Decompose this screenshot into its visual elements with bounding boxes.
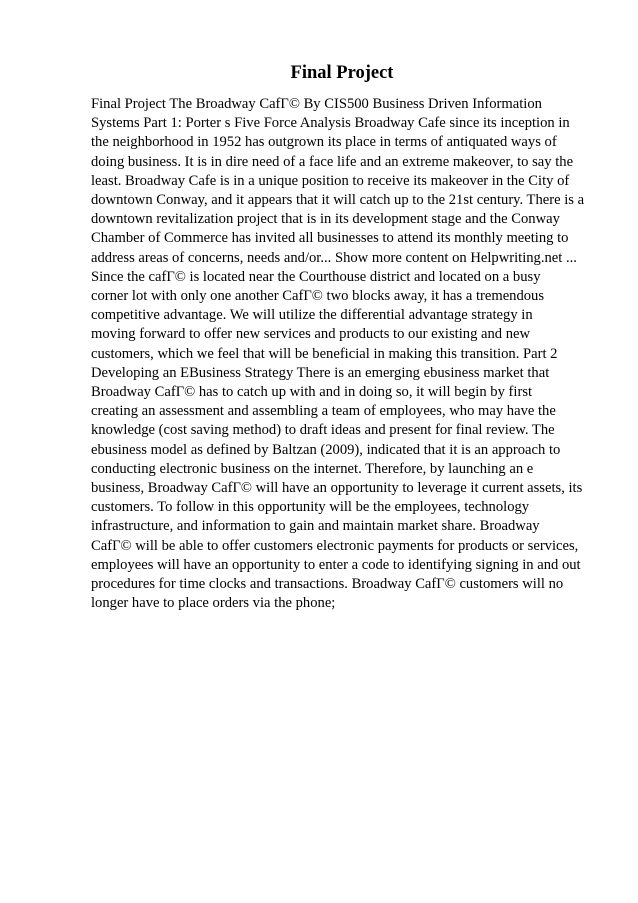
body-line: Systems Part 1: Porter s Five Force Analysis Broadway Cafe since its inception in	[91, 115, 570, 132]
body-line: competitive advantage. We will utilize the differential advantage strategy in	[91, 307, 533, 324]
body-line: customers. To follow in this opportunity will be the employees, technology	[91, 499, 530, 516]
body-line: downtown Conway, and it appears that it will catch up to the 21st century. There is a	[91, 192, 585, 209]
body-line: least. Broadway Cafe is in a unique position to receive its makeover in the City of	[91, 172, 570, 189]
body-line: Developing an EBusiness Strategy There is an emerging ebusiness market that	[91, 364, 550, 381]
body-line: Chamber of Commerce has invited all businesses to attend its monthly meeting to	[91, 230, 569, 247]
body-line: downtown revitalization project that is in its development stage and the Conway	[91, 211, 560, 228]
body-line: Broadway CafГ© has to catch up with and in doing so, it will begin by first	[91, 384, 533, 401]
body-line: employees will have an opportunity to enter a code to identifying signing in and out	[91, 556, 581, 573]
body-line: corner lot with only one another CafГ© two blocks away, it has a tremendous	[91, 288, 545, 305]
body-line: knowledge (cost saving method) to draft ideas and present for final review. The	[91, 422, 555, 439]
body-line: doing business. It is in dire need of a face life and an extreme makeover, to say the	[91, 153, 574, 170]
body-line: business, Broadway CafГ© will have an opportunity to leverage it current assets, its	[91, 480, 583, 497]
body-line: longer have to place orders via the phone;	[91, 595, 336, 612]
body-line: moving forward to offer new services and products to our existing and new	[91, 326, 531, 343]
body-line: Final Project The Broadway CafГ© By CIS500 Business Driven Information	[91, 96, 542, 112]
body-line: CafГ© will be able to offer customers electronic payments for products or services,	[91, 537, 579, 554]
body-line: Since the cafГ© is located near the Courthouse district and located on a busy	[91, 268, 541, 285]
body-line: creating an assessment and assembling a team of employees, who may have the	[91, 403, 556, 420]
body-line: conducting electronic business on the internet. Therefore, by launching an e	[91, 460, 534, 477]
body-line: procedures for time clocks and transactions. Broadway CafГ© customers will no	[91, 576, 564, 593]
body-line: infrastructure, and information to gain and maintain market share. Broadway	[91, 518, 540, 535]
body-line: address areas of concerns, needs and/or... Show more content on Helpwriting.net ...	[91, 249, 577, 266]
body-line: the neighborhood in 1952 has outgrown its place in terms of antiquated ways of	[91, 134, 557, 151]
document-body	[91, 95, 638, 613]
document-title: Final Project	[290, 63, 394, 83]
body-line: customers, which we feel that will be beneficial in making this transition. Part 2	[91, 345, 558, 362]
body-line: ebusiness model as defined by Baltzan (2009), indicated that it is an approach to	[91, 441, 561, 458]
